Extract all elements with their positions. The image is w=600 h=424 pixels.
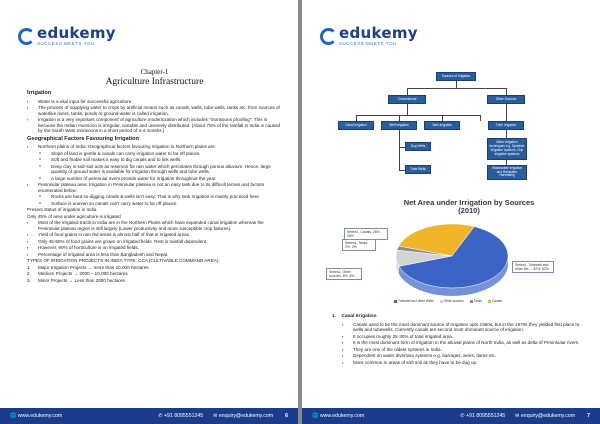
canal-list xyxy=(342,322,586,366)
tree-conventional: Conventional xyxy=(388,95,426,104)
list-item: ▪ Most of the irrigated tracts in India are in the Northern Plains which have expanded canal irrigation whereas the Peninsular plateau region is still largely (Lower productivity and more susceptible crop failures). xyxy=(27,220,282,231)
list-item: ▪ Yield of food grains in rain fed areas is almost half of that in irrigated areas. xyxy=(27,232,282,238)
list-item: ▪ More common in areas of soft soil as they have to be dug up. xyxy=(342,360,586,366)
status-list xyxy=(27,220,282,257)
chart-legend xyxy=(394,299,524,303)
legend-item: Tanks xyxy=(470,299,482,303)
right-content xyxy=(332,311,586,366)
sub-list-item: o Rocks are hard so digging canals & wells isn't easy. That is why tank irrigation is mainly practiced here. xyxy=(39,194,282,200)
tree-dug-wells: Dug Wells xyxy=(405,142,431,151)
footer xyxy=(302,408,600,424)
callout-canals: Series1, Tubewell and other We..., 62%, 62% xyxy=(512,261,554,273)
list-item: ▪ It is the most dominant form of irrigation in the alluvial plains of North India, as well as delta of Peninsular rivers. xyxy=(342,340,586,346)
peninsular-sublist xyxy=(27,194,282,206)
footer-email[interactable]: ✉ enquiry@edukemy.com xyxy=(213,413,274,419)
northern-sublist xyxy=(27,151,282,182)
page-title: Agriculture Infrastructure xyxy=(105,76,204,87)
left-content xyxy=(27,70,282,284)
callout-other: Series1, Other sources, 8%, 8% xyxy=(326,268,362,280)
list-item: ▪ Irrigation is a very important component of agriculture modernization which includes "monsoons proofing". This is because the Indian monsoon is irregular, variable and unevenly distributed. (About 75% of the rainfall in India is caused by the South West monsoons in a short period of 3-4 months.) xyxy=(27,117,282,134)
list-item: 1. Major Irrigation Projects → more than 10,000 hectares xyxy=(27,264,149,270)
right-page xyxy=(302,0,600,424)
brand-tagline: SUCCESS MEETS YOU xyxy=(339,41,397,46)
logo-e-icon xyxy=(18,28,35,45)
list-item: ▪ Canals used to be the most dominant source of irrigation upto 1960s, but in the 1970s they yielded first place to wells and tubewells. Currently canals are second most dominant source of irrigation. xyxy=(342,322,586,333)
list-item: 2. Medium Projects → 2000 – 10,000 hectares xyxy=(27,271,128,276)
sub-list-item: o Soft and friable soil makes it easy to dig canals and to link wells. xyxy=(39,157,282,163)
list-item: ▪ Percentage of irrigated area is less than Bangladesh and Nepal. xyxy=(27,252,282,258)
tree-wastewater: Wastewater Irrigation and Rainwater Harvesting xyxy=(487,165,527,180)
only-45-text: Only 45% of area under agriculture is irrigated xyxy=(27,213,121,219)
legend-item: Tubewell and other Wells xyxy=(394,299,434,303)
peninsular-list xyxy=(27,182,282,193)
sub-list-item: o Surface is uneven so canals can't carry water to far off places. xyxy=(39,201,282,207)
footer-phone[interactable]: ✆ +91 8095551245 xyxy=(460,413,506,419)
footer-phone[interactable]: ✆ +91 8095551245 xyxy=(158,413,204,419)
chart-title: Net Area under Irrigation by Sources (2010) xyxy=(403,198,535,215)
brand-name: edukemy xyxy=(339,24,418,42)
sub-list-item: o Slope of land is gentle & canals can carry irrigation water to far off places. xyxy=(39,151,282,157)
irrigation-heading: Irrigation xyxy=(27,90,52,96)
left-page xyxy=(0,0,298,424)
types-list xyxy=(27,265,282,284)
irrigation-list xyxy=(27,99,282,134)
footer-website[interactable]: 🌐 www.edukemy.com xyxy=(10,413,63,419)
brand-tagline: SUCCESS MEETS YOU xyxy=(37,41,95,46)
page-number: 7 xyxy=(587,413,590,419)
list-item: 3. Minor Projects → Less than 2000 hectares xyxy=(27,277,125,283)
tree-canal: Canal Irrigation xyxy=(338,121,374,130)
tree-other-sources: Other Sources xyxy=(487,95,525,104)
tree-tube-wells: Tube Wells xyxy=(405,165,431,174)
page-number: 6 xyxy=(285,413,288,419)
chapter-label: Chapter-1 xyxy=(140,68,169,76)
list-item: ▪ Northern plains of India: Geographical factors favouring irrigation in Northern plains are: xyxy=(27,144,282,150)
types-heading: TYPES OF IRRIGATION PROJECTS IN INDIA TYPE: CCA (CULTIVABLE COMMAND AREA): xyxy=(27,258,220,263)
canal-heading: 1. Canal Irrigation xyxy=(332,314,377,319)
tree-tube: Tube Irrigation xyxy=(488,121,524,130)
tree-micro-irrigation: Micro Irrigation techniques e.g. Sprinkler irrigation systems, Drip irrigation systems xyxy=(487,138,527,160)
footer-email[interactable]: ✉ enquiry@edukemy.com xyxy=(515,413,576,419)
legend-item: Canals xyxy=(488,299,502,303)
sub-list-item: o Deep clay in sub-soil acts as reservoir for rain water which percolates through porous alluvium. Hence, large quantity of ground water is available for irrigation through wells and tube wells. xyxy=(39,164,282,175)
pie-slices xyxy=(396,224,508,296)
sub-list-item: o A large number of perennial rivers provide water for irrigation throughout the year. xyxy=(39,176,282,182)
geo-heading: Geographical Factors Favouring Irrigation xyxy=(27,135,139,142)
list-item: ▪ They are one of the oldest systems in India. xyxy=(342,347,586,353)
list-item: ▪ It occupies roughly 25-30% of total irrigated area. xyxy=(342,334,586,340)
list-item: ▪ Only 45-50% of food grains are grown on irrigated fields. Rest is rainfall dependent. xyxy=(27,239,282,245)
brand-name: edukemy xyxy=(37,24,116,42)
geo-list xyxy=(27,144,282,150)
footer-website[interactable]: 🌐 www.edukemy.com xyxy=(312,413,365,419)
tree-well: Well Irrigation xyxy=(381,121,417,130)
callout-tanks: Series1, Tanks, 2%, 2% xyxy=(342,239,376,251)
tree-root: Sources of Irrigation xyxy=(436,72,476,81)
list-item: ▪ The process of supplying water to crops by artificial means such as canals, wells, tube wells, tanks etc. from sources of waterlike rivers, tanks, ponds or ground-water is called irrigation. xyxy=(27,105,282,116)
pie-chart xyxy=(302,0,600,310)
list-item: ▪ However, 90% of horticulture is on irrigated fields. xyxy=(27,245,282,251)
list-item: ▪ Water is a vital input for successful agriculture. xyxy=(27,99,282,105)
legend-item: Other sources xyxy=(440,299,464,303)
tree-tank: Tank Irrigation xyxy=(424,121,460,130)
list-item: ▪ Dependent on water diversion systems e.g. barrages, weirs, dams etc. xyxy=(342,353,586,359)
present-status: Present status of irrigation in India xyxy=(27,207,97,212)
list-item: ▪ Peninsular plateau area: Irrigation in Peninsular plateau is not an easy task due to its difficult terrain and factors enumerated below: xyxy=(27,182,282,193)
footer xyxy=(0,408,298,424)
callout-tubewell: Series1, Canals, 26%, 26% xyxy=(344,228,388,240)
brand-logo xyxy=(18,26,116,46)
